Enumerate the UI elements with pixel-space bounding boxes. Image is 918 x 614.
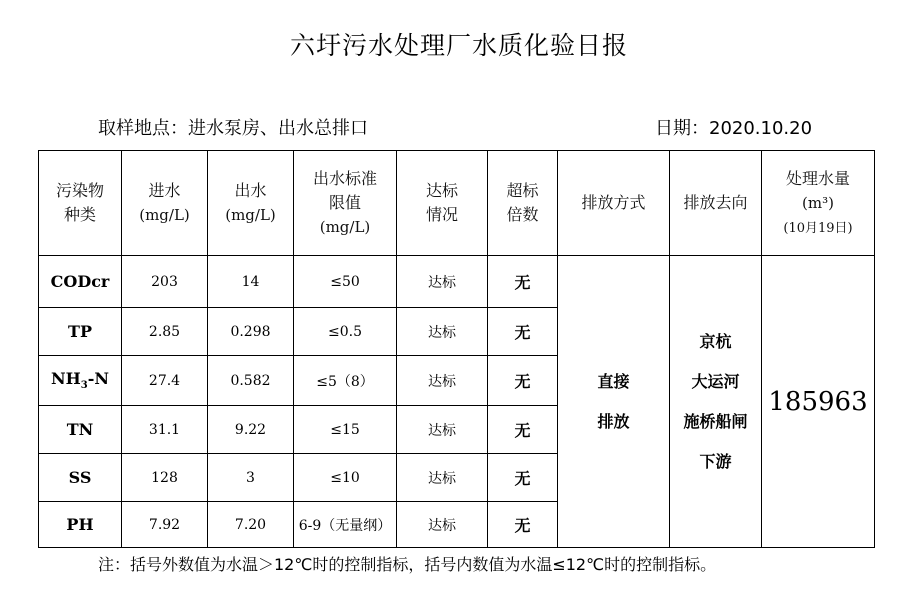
exceed-value: 无: [488, 256, 558, 308]
discharge-destination: 京杭 大运河 施桥船闸 下游: [670, 256, 762, 548]
pollutant-name: TN: [39, 406, 122, 454]
pollutant-name: CODcr: [39, 256, 122, 308]
outflow-value: 14: [208, 256, 294, 308]
water-quality-table: [38, 150, 875, 548]
header-limit: 出水标准 限值 (mg/L): [294, 151, 397, 256]
limit-value: ≤50: [294, 256, 397, 308]
limit-value: ≤5（8）: [294, 356, 397, 406]
header-pollutant: 污染物 种类: [39, 151, 122, 256]
inflow-value: 203: [122, 256, 208, 308]
exceed-value: 无: [488, 406, 558, 454]
exceed-value: 无: [488, 356, 558, 406]
status-value: 达标: [397, 356, 488, 406]
inflow-value: 128: [122, 454, 208, 502]
pollutant-name: $NH_3-N$: [39, 356, 122, 406]
exceed-value: 无: [488, 454, 558, 502]
header-outflow: 出水 (mg/L): [208, 151, 294, 256]
pollutant-name: SS: [39, 454, 122, 502]
treated-volume: 185963: [762, 256, 875, 548]
discharge-method: 直接 排放: [558, 256, 670, 548]
report-title: 六圩污水处理厂水质化验日报: [289, 31, 628, 60]
limit-value: 6-9（无量纲）: [294, 502, 397, 548]
status-value: 达标: [397, 502, 488, 548]
status-value: 达标: [397, 308, 488, 356]
header-inflow: 进水 (mg/L): [122, 151, 208, 256]
outflow-value: 0.582: [208, 356, 294, 406]
header-discharge-destination: 排放去向: [670, 151, 762, 256]
exceed-value: 无: [488, 308, 558, 356]
header-row: [39, 151, 875, 256]
pollutant-name: PH: [39, 502, 122, 548]
inflow-value: 7.92: [122, 502, 208, 548]
status-value: 达标: [397, 406, 488, 454]
footnote: 注：括号外数值为水温＞12℃时的控制指标，括号内数值为水温≤12℃时的控制指标。: [98, 555, 717, 574]
status-value: 达标: [397, 454, 488, 502]
pollutant-name: TP: [39, 308, 122, 356]
inflow-value: 31.1: [122, 406, 208, 454]
limit-value: ≤0.5: [294, 308, 397, 356]
limit-value: ≤10: [294, 454, 397, 502]
header-discharge-method: 排放方式: [558, 151, 670, 256]
header-exceed: 超标 倍数: [488, 151, 558, 256]
table-row: [39, 256, 875, 308]
inflow-value: 2.85: [122, 308, 208, 356]
exceed-value: 无: [488, 502, 558, 548]
status-value: 达标: [397, 256, 488, 308]
outflow-value: 3: [208, 454, 294, 502]
header-status: 达标 情况: [397, 151, 488, 256]
inflow-value: 27.4: [122, 356, 208, 406]
outflow-value: 9.22: [208, 406, 294, 454]
outflow-value: 0.298: [208, 308, 294, 356]
header-volume: 处理水量 (m³) (10月19日): [762, 151, 875, 256]
outflow-value: 7.20: [208, 502, 294, 548]
limit-value: ≤15: [294, 406, 397, 454]
report-date: 日期：2020.10.20: [655, 118, 813, 139]
sampling-location: 取样地点：进水泵房、出水总排口: [98, 118, 368, 139]
